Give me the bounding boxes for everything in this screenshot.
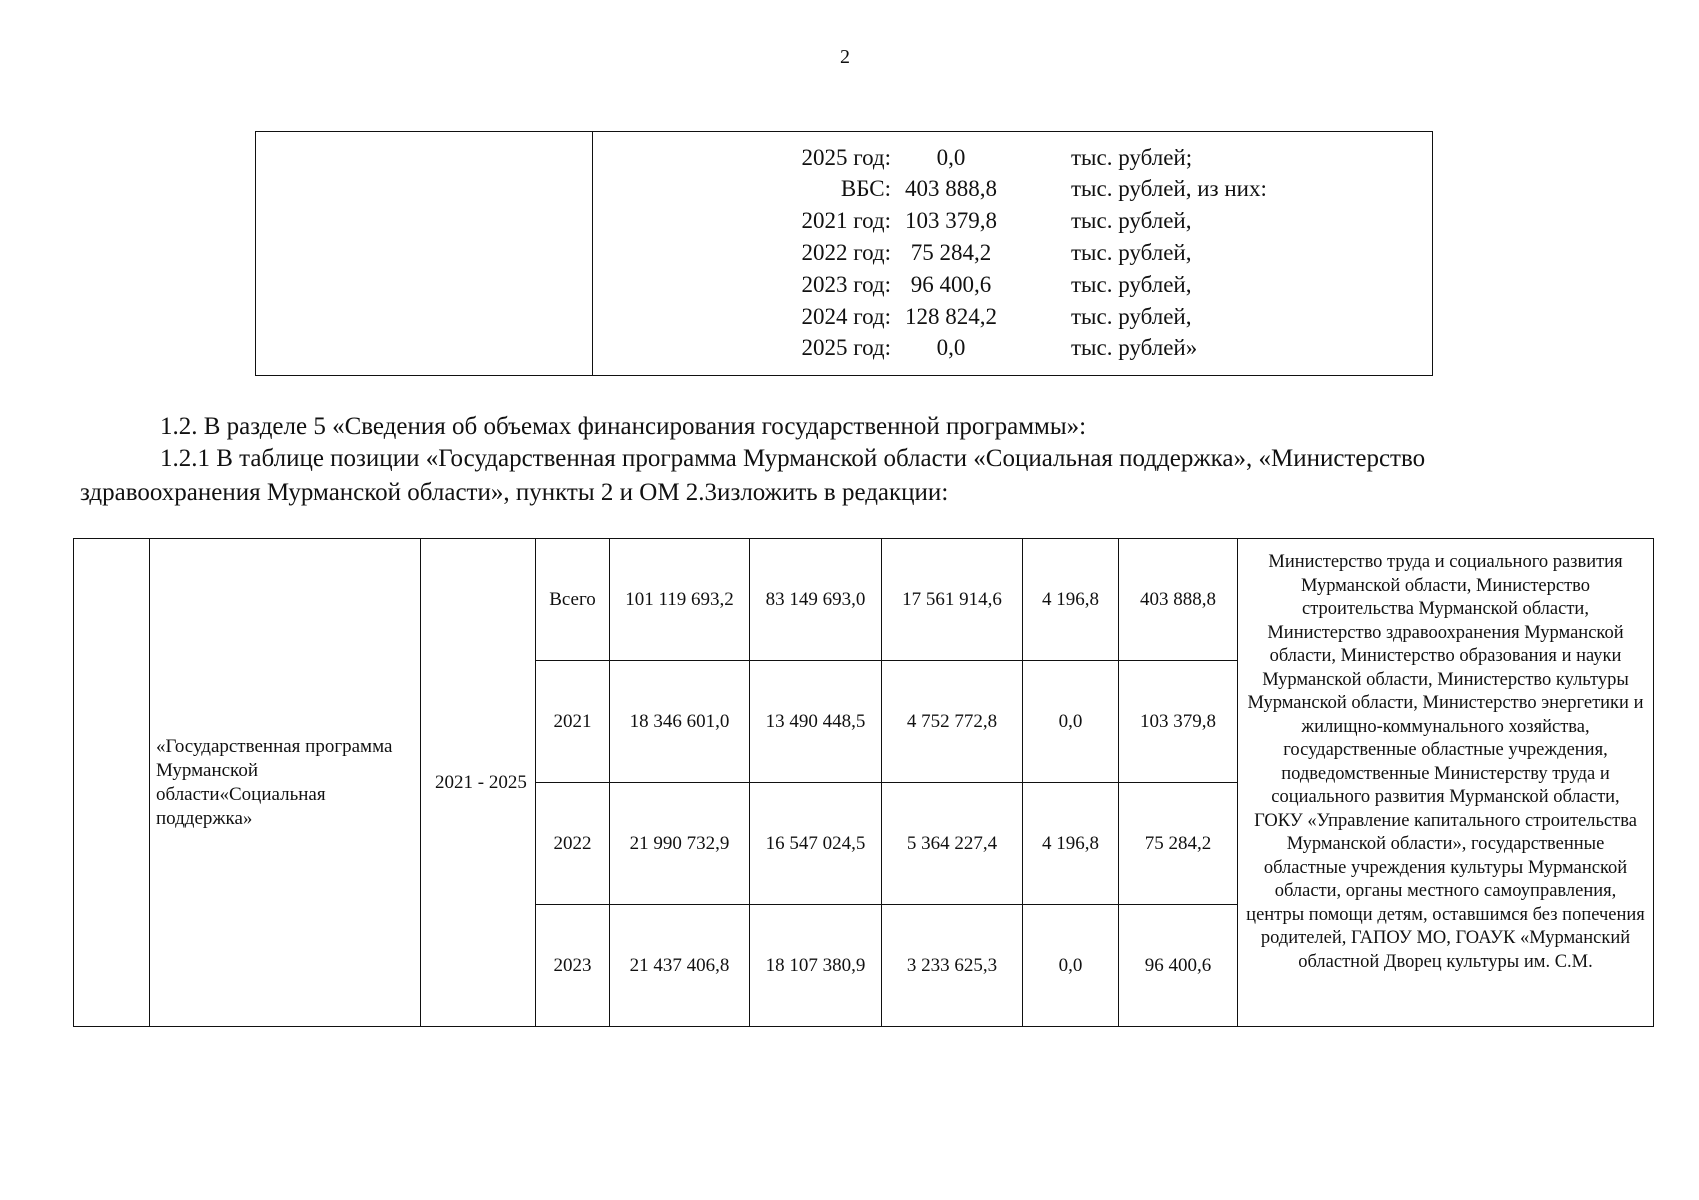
year-cell: 2021: [536, 661, 610, 783]
vbs-cell: 103 379,8: [1119, 661, 1238, 783]
financing-row-unit: тыс. рублей»: [1071, 335, 1198, 360]
financing-row-value: 96 400,6: [910, 272, 992, 297]
financing-row-unit: тыс. рублей;: [1071, 145, 1193, 170]
financing-row: [256, 301, 1432, 333]
program-name-cell: «Государственная программа Мурманской области«Социальная поддержка»: [150, 539, 421, 1027]
paragraph-item-1-2-1: 1.2.1 В таблице позиции «Государственная программа Мурманской области «Социальная поддержка», «Министерство: [160, 445, 1426, 472]
local-budget-cell: 0,0: [1023, 661, 1119, 783]
page-number: 2: [840, 46, 850, 68]
financing-row-label: 2021 год:: [801, 208, 891, 233]
executors-cell: Министерство труда и социального развития Мурманской области, Министерство строительства Мурманской области, Министерство здравоохранения Мурманской области, Министерство образования и науки Мурманской области, Министерство культуры Мурманской области, Министерство энергетики и жилищно-коммунального хозяйства, государственные областные учреждения, подведомственные Министерству труда и социального развития Мурманской области, ГОКУ «Управление капитального строительства Мурманской области», государственные областные учреждения культуры Мурманской области, органы местного самоуправления, центры помощи детям, оставшимся без попечения родителей, ГАПОУ МО, ГОАУК «Мурманский областной Дворец культуры им. С.М.: [1238, 539, 1654, 1027]
financing-row-unit: тыс. рублей, из них:: [1071, 176, 1267, 201]
financing-row: [256, 269, 1432, 301]
vbs-cell: 403 888,8: [1119, 539, 1238, 661]
vbs-cell: 75 284,2: [1119, 783, 1238, 905]
financing-row-value: 0,0: [936, 335, 966, 360]
total-cell: 18 346 601,0: [610, 661, 750, 783]
federal-budget-cell: 17 561 914,6: [882, 539, 1023, 661]
financing-row-value: 75 284,2: [910, 240, 992, 265]
paragraph-item-1-2-1-continued: здравоохранения Мурманской области», пункты 2 и ОМ 2.3изложить в редакции:: [80, 479, 949, 506]
total-cell: 21 990 732,9: [610, 783, 750, 905]
financing-row-label: 2022 год:: [801, 240, 891, 265]
financing-row-label: 2023 год:: [801, 272, 891, 297]
financing-row-value: 128 824,2: [905, 304, 997, 329]
regional-budget-cell: 18 107 380,9: [750, 905, 882, 1027]
regional-budget-cell: 13 490 448,5: [750, 661, 882, 783]
row-number-cell: [74, 539, 150, 1027]
total-cell: 21 437 406,8: [610, 905, 750, 1027]
local-budget-cell: 4 196,8: [1023, 783, 1119, 905]
financing-row: [256, 237, 1432, 269]
financing-row: [256, 173, 1432, 205]
federal-budget-cell: 5 364 227,4: [882, 783, 1023, 905]
year-cell: Всего: [536, 539, 610, 661]
regional-budget-cell: 16 547 024,5: [750, 783, 882, 905]
local-budget-cell: 4 196,8: [1023, 539, 1119, 661]
year-cell: 2023: [536, 905, 610, 1027]
financing-row-label: ВБС:: [840, 176, 891, 201]
financing-row-label: 2024 год:: [801, 304, 891, 329]
financing-row: [256, 332, 1432, 364]
total-cell: 101 119 693,2: [610, 539, 750, 661]
financing-row-unit: тыс. рублей,: [1071, 272, 1192, 297]
table-row: [74, 539, 1654, 661]
financing-row: [256, 142, 1432, 174]
financing-row-value: 403 888,8: [905, 176, 997, 201]
financing-summary-table: [255, 131, 1433, 376]
federal-budget-cell: 4 752 772,8: [882, 661, 1023, 783]
vbs-cell: 96 400,6: [1119, 905, 1238, 1027]
financing-row-unit: тыс. рублей,: [1071, 304, 1192, 329]
paragraph-section-5: 1.2. В разделе 5 «Сведения об объемах финансирования государственной программы»:: [160, 413, 1087, 440]
financing-row-value: 0,0: [936, 145, 966, 170]
program-financing-table: [73, 538, 1654, 1027]
regional-budget-cell: 83 149 693,0: [750, 539, 882, 661]
financing-row-value: 103 379,8: [905, 208, 997, 233]
year-cell: 2022: [536, 783, 610, 905]
financing-row: [256, 205, 1432, 237]
financing-row-label: 2025 год:: [801, 145, 891, 170]
local-budget-cell: 0,0: [1023, 905, 1119, 1027]
program-years-cell: 2021 - 2025: [421, 539, 536, 1027]
financing-row-unit: тыс. рублей,: [1071, 240, 1192, 265]
financing-row-label: 2025 год:: [801, 335, 891, 360]
financing-row-unit: тыс. рублей,: [1071, 208, 1192, 233]
federal-budget-cell: 3 233 625,3: [882, 905, 1023, 1027]
